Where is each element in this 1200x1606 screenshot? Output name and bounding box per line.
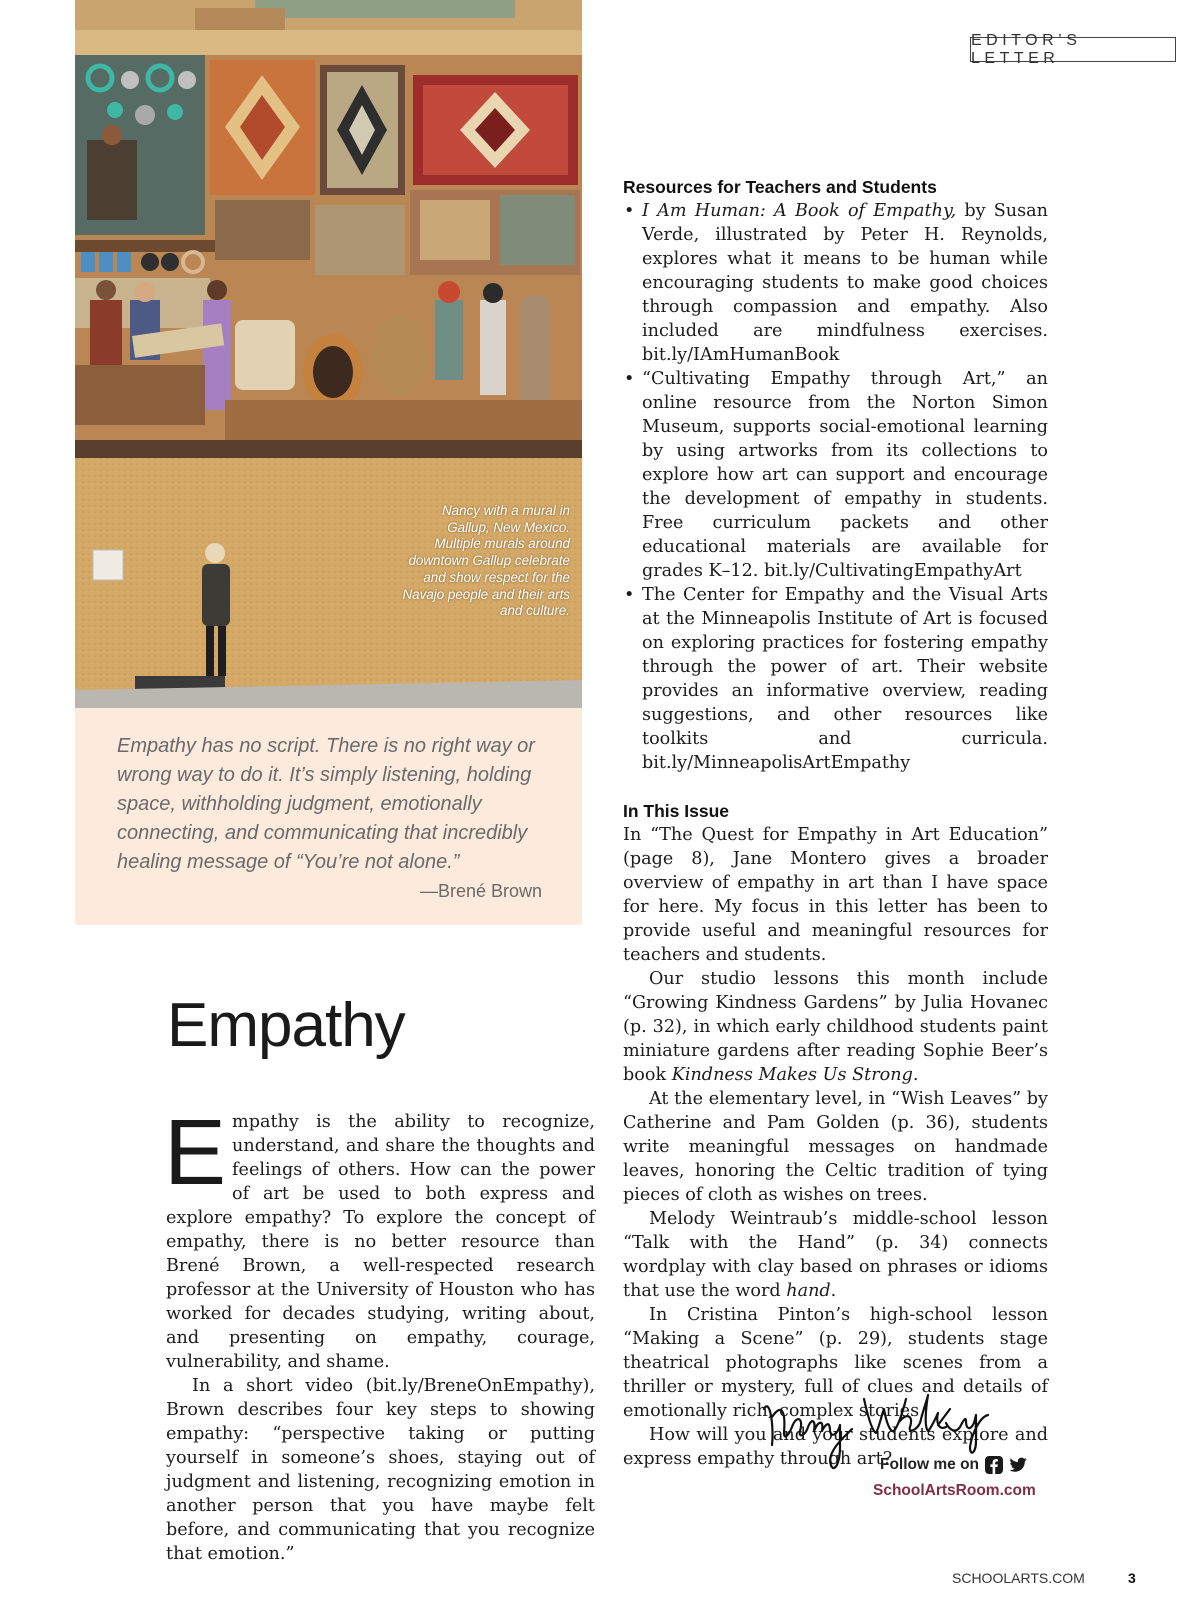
intro-paragraph bbox=[164, 1100, 595, 1374]
list-item-text: The Center for Empathy and the Visual Arts at the Minneapolis Institute of Art is focused on exploring practices for fostering empathy through the power of art. Their website provides an informative overview, reading suggestions, and other resources like toolkits and curricula. bit.ly/MinneapolisArtEmpathy bbox=[642, 585, 1048, 773]
intro-article bbox=[164, 1100, 595, 1566]
intro-paragraph-2: In a short video (bit.ly/BreneOnEmpathy), Brown describes four key steps to showing empathy: “perspective taking or putting yourself in someone’s shoes, staying out of judgment and listening, recognizing emotion in another person that you have maybe felt before, and communicating that you recognize that emotion.” bbox=[166, 1376, 595, 1564]
follow-label: Follow me on bbox=[880, 1456, 980, 1473]
issue-paragraph: How will you and your students explore and express empathy through art? bbox=[623, 1425, 1048, 1469]
resources-heading: Resources for Teachers and Students bbox=[623, 177, 937, 197]
twitter-icon[interactable] bbox=[1009, 1456, 1027, 1474]
list-item-text: by Susan Verde, illustrated by Peter H. Reynolds, explores what it means to be human while encouraging students to make good choices through compassion and empathy. Also included are mindfulness exercises. bit.ly/IAmHumanBook bbox=[642, 201, 1048, 365]
resources-list bbox=[623, 199, 1048, 775]
website-link[interactable]: SchoolArtsRoom.com bbox=[873, 1482, 1036, 1499]
photo-caption: Nancy with a mural in Gallup, New Mexico. Multiple murals around downtown Gallup celebrate and show respect for the Navajo people and their arts and culture. bbox=[402, 503, 570, 619]
paragraph-end: . bbox=[830, 1281, 837, 1301]
list-item-text: “Cultivating Empathy through Art,” an online resource from the Norton Simon Museum, supports social-emotional learning by using artworks from its collections to explore how art can support and encourage the development of empathy in students. Free curriculum packets and other educational materials are available for grades K–12. bit.ly/CultivatingEmpathyArt bbox=[642, 369, 1048, 581]
book-title: I Am Human: A Book of Empathy, bbox=[642, 201, 957, 221]
issue-paragraph: In Cristina Pinton’s high-school lesson “Making a Scene” (p. 29), students stage theatrical photographs like scenes from a thriller or mystery, full of clues and details of emotionally rich, complex stories. bbox=[623, 1305, 1048, 1421]
page-title: Empathy bbox=[167, 991, 405, 1060]
issue-paragraph: In “The Quest for Empathy in Art Education” (page 8), Jane Montero gives a broader overview of empathy in art than I have space for here. My focus in this letter has been to provide useful and meaningful resources for teachers and students. bbox=[623, 825, 1048, 965]
paragraph-text: Our studio lessons this month include “Growing Kindness Gardens” by Julia Hovanec (p. 32), in which early childhood students paint miniature gardens after reading Sophie Beer’s book bbox=[623, 969, 1048, 1085]
page-number: 3 bbox=[1128, 1570, 1136, 1586]
book-title: Kindness Makes Us Strong bbox=[671, 1065, 913, 1085]
issue-paragraph bbox=[623, 1207, 1048, 1303]
right-column bbox=[623, 175, 1048, 1471]
list-item bbox=[623, 199, 1048, 367]
footer-site: SCHOOLARTS.COM bbox=[952, 1570, 1085, 1586]
paragraph-text: Melody Weintraub’s middle-school lesson “Talk with the Hand” (p. 34) connects wordplay with clay based on phrases or idioms that use the word bbox=[623, 1209, 1048, 1301]
intro-text: mpathy is the ability to recognize, understand, and share the thoughts and feelings of others. How can the power of art be used to both express and explore empathy? To explore the concept of empathy, there is no better resource than Brené Brown, a well-respected research professor at the University of Houston who has worked for decades studying, writing about, and presenting on empathy, courage, vulnerability, and shame. bbox=[166, 1112, 595, 1372]
drop-cap: E bbox=[164, 1100, 227, 1204]
list-item bbox=[623, 367, 1048, 583]
issue-paragraph: At the elementary level, in “Wish Leaves” by Catherine and Pam Golden (p. 36), students write meaningful messages on handmade leaves, honoring the Celtic tradition of tying pieces of cloth as wishes on trees. bbox=[623, 1089, 1048, 1205]
follow-me bbox=[880, 1456, 1027, 1474]
in-this-issue-heading: In This Issue bbox=[623, 801, 729, 821]
section-label: EDITOR’S LETTER bbox=[970, 37, 1176, 62]
paragraph-end: . bbox=[912, 1065, 919, 1085]
mural-photo bbox=[75, 0, 582, 708]
quote-text: Empathy has no script. There is no right way or wrong way to do it. It’s simply listening, holding space, withholding judgment, emotionally connecting, and communicating that incredibly healing message of “You’re not alone.” bbox=[117, 735, 535, 873]
facebook-icon[interactable] bbox=[985, 1456, 1003, 1474]
issue-paragraph bbox=[623, 967, 1048, 1087]
quote-attribution: —Brené Brown bbox=[419, 881, 542, 901]
list-item bbox=[623, 583, 1048, 775]
emphasized-word: hand bbox=[786, 1281, 831, 1301]
pull-quote bbox=[75, 708, 582, 925]
